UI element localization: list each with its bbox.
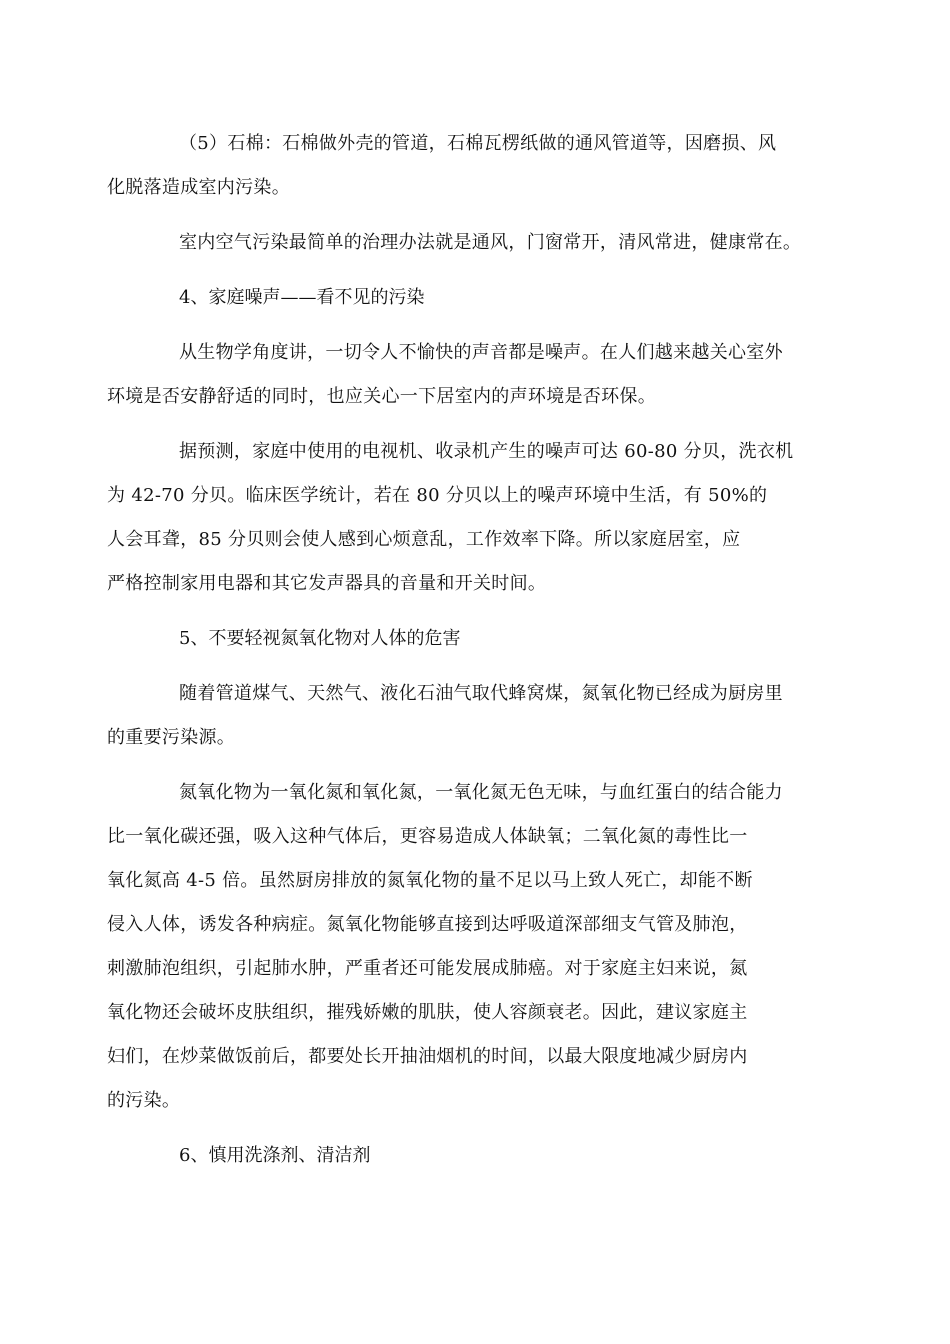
text-line: 6、慎用洗涤剂、清洁剂 — [179, 1145, 371, 1166]
text-line: 5、不要轻视氮氧化物对人体的危害 — [179, 628, 461, 649]
text-line: 妇们，在炒菜做饭前后，都要处长开抽油烟机的时间，以最大限度地减少厨房内 — [107, 1046, 748, 1067]
text-line: 氧化氮高 4-5 倍。虽然厨房排放的氮氧化物的量不足以马上致人死亡，却能不断 — [107, 870, 753, 891]
text-line: 为 42-70 分贝。临床医学统计，若在 80 分贝以上的噪声环境中生活，有 50%的 — [107, 485, 768, 506]
body-paragraph — [107, 771, 808, 1123]
body-paragraph — [107, 122, 808, 210]
text-line: 侵入人体，诱发各种病症。氮氧化物能够直接到达呼吸道深部细支气管及肺泡， — [107, 914, 748, 935]
body-paragraph — [107, 672, 808, 760]
text-line: 从生物学角度讲，一切令人不愉快的声音都是噪声。在人们越来越关心室外 — [179, 342, 783, 363]
text-line: 的污染。 — [107, 1090, 181, 1111]
text-line: 4、家庭噪声——看不见的污染 — [179, 287, 425, 308]
document-body — [107, 122, 808, 1189]
section-heading — [143, 1134, 808, 1178]
section-heading — [143, 617, 808, 661]
body-paragraph — [107, 331, 808, 419]
text-line: 氮氧化物为一氧化氮和氧化氮，一氧化氮无色无味，与血红蛋白的结合能力 — [179, 782, 783, 803]
text-line: 比一氧化碳还强，吸入这种气体后，更容易造成人体缺氧；二氧化氮的毒性比一 — [107, 826, 748, 847]
text-line: （5）石棉：石棉做外壳的管道，石棉瓦楞纸做的通风管道等，因磨损、风 — [179, 133, 777, 154]
text-line: 刺激肺泡组织，引起肺水肿，严重者还可能发展成肺癌。对于家庭主妇来说，氮 — [107, 958, 748, 979]
body-paragraph — [143, 221, 808, 265]
text-line: 据预测，家庭中使用的电视机、收录机产生的噪声可达 60-80 分贝，洗衣机 — [179, 441, 794, 462]
text-line: 环境是否安静舒适的同时，也应关心一下居室内的声环境是否环保。 — [107, 386, 656, 407]
text-line: 氧化物还会破坏皮肤组织，摧残娇嫩的肌肤，使人容颜衰老。因此，建议家庭主 — [107, 1002, 748, 1023]
text-line: 人会耳聋，85 分贝则会使人感到心烦意乱，工作效率下降。所以家庭居室，应 — [107, 529, 741, 550]
text-line: 严格控制家用电器和其它发声器具的音量和开关时间。 — [107, 573, 547, 594]
text-line: 的重要污染源。 — [107, 727, 236, 748]
text-line: 室内空气污染最简单的治理办法就是通风，门窗常开，清风常进，健康常在。 — [179, 232, 802, 253]
text-line: 化脱落造成室内污染。 — [107, 177, 290, 198]
text-line: 随着管道煤气、天然气、液化石油气取代蜂窝煤，氮氧化物已经成为厨房里 — [179, 683, 783, 704]
section-heading — [143, 276, 808, 320]
body-paragraph — [107, 430, 808, 606]
